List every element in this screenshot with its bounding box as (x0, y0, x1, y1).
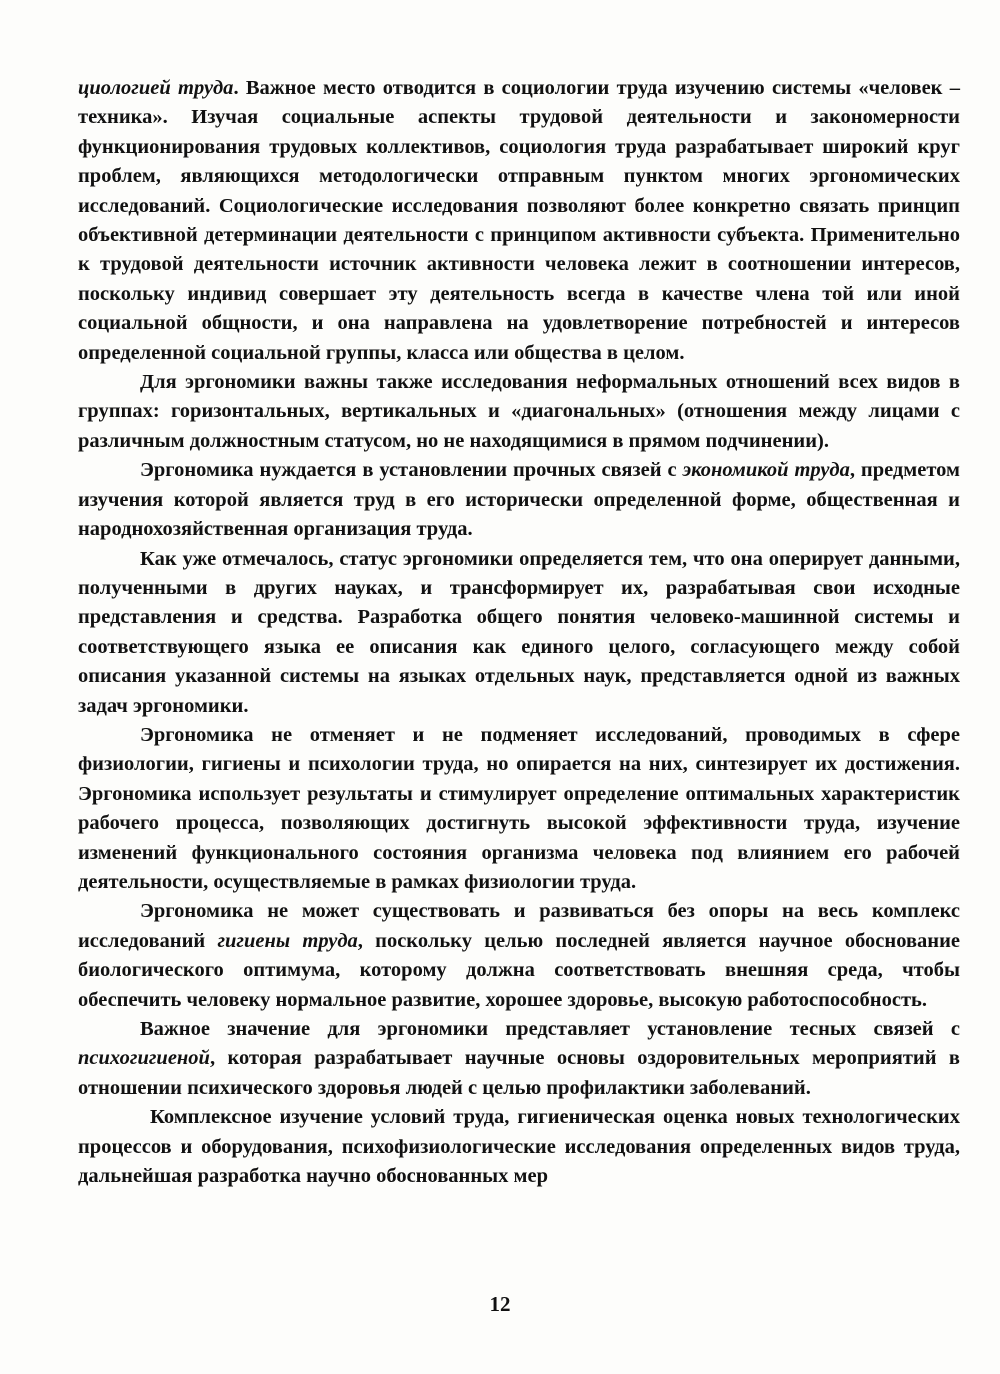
paragraph-text: Комплексное изучение условий труда, гигиеническая оценка новых технологических процессов и оборудования, психофизиологические исследования определенных видов труда, дальнейшая разработка научно обоснованных мер (78, 1106, 960, 1188)
page-number: 12 (489, 1292, 511, 1316)
term-sociology-of-labor: циологией труда (78, 77, 234, 99)
paragraph-informal-relations (78, 368, 960, 456)
paragraph-text: , которая разрабатывает научные основы оздоровительных мероприятий в отношении психического здоровья людей с целью профилактики заболеваний. (78, 1047, 960, 1099)
paragraph-text: Для эргономики важны также исследования неформальных отношений всех видов в группах: горизонтальных, вертикальных и «диагональных» (отношения между лицами с различным должностным статусом, но не находящимися в прямом подчинении). (78, 371, 960, 452)
paragraph-complex-study (78, 1103, 960, 1191)
paragraph-text: Важное значение для эргономики представляет установление тесных связей с (140, 1018, 960, 1040)
paragraph-text: Эргономика не отменяет и не подменяет исследований, проводимых в сфере физиологии, гигиены и психологии труда, но опирается на них, синтезирует их достижения. Эргономика использует результаты и стимулирует определение оптимальных характеристик рабочего процесса, позволяющих достигнуть высокой эффективности труда, изучение изменений функционального состояния организма человека под влиянием его рабочей деятельности, осуществляемые в рамках физиологии труда. (78, 723, 960, 893)
paragraph-ergonomics-status (78, 545, 960, 721)
term-labor-economics: экономикой труда (682, 459, 850, 482)
paragraph-labor-economics (78, 456, 960, 544)
paragraph-text: Эргономика нуждается в установлении прочных связей с (140, 459, 683, 482)
paragraph-physiology (78, 721, 960, 897)
paragraph-text: Эргономика не может существовать и развиваться без опоры на весь комплекс исследований (78, 900, 960, 952)
paragraph-text: , поскольку целью последней является научное обоснование биологического оптимума, которому должна соответствовать внешняя среда, чтобы обеспечить человеку нормальное развитие, хорошее здоровье, высокую работоспособность. (78, 929, 960, 1011)
paragraph-text: , предметом изучения которой является труд в его исторически определенной форме, общественная и народнохозяйственная организация труда. (78, 459, 960, 541)
body-text (78, 74, 960, 1191)
paragraph-sociology-of-labor (78, 74, 960, 368)
paragraph-text: Как уже отмечалось, статус эргономики определяется тем, что она оперирует данными, полученными в других науках, и трансформирует их, разрабатывая свои исходные представления и средства. Разработка общего понятия человеко-машинной системы и соответствующего языка ее описания как единого целого, согласующего между собой описания указанной системы на языках отдельных наук, представляется одной из важных задач эргономики. (78, 547, 960, 717)
term-labor-hygiene: гигиены труда (217, 929, 358, 952)
paragraph-text: . Важное место отводится в социологии труда изучению системы «человек – техника». Изучая социальные аспекты трудовой деятельности и закономерности функционирования трудовых коллективов, социология труда разрабатывает широкий круг проблем, являющихся методологически отправным пунктом многих эргономических исследований. Социологические исследования позволяют более конкретно связать принцип объективной детерминации деятельности с принципом активности субъекта. Применительно к трудовой деятельности источник активности человека лежит в соотношении интересов, поскольку индивид совершает эту деятельность всегда в качестве члена той или иной социальной общности, и она направлена на удовлетворение потребностей и интересов определенной социальной группы, класса или общества в целом. (78, 77, 960, 364)
term-psychohygiene: психогигиеной (78, 1047, 210, 1070)
paragraph-labor-hygiene (78, 897, 960, 1015)
paragraph-psychohygiene (78, 1015, 960, 1103)
